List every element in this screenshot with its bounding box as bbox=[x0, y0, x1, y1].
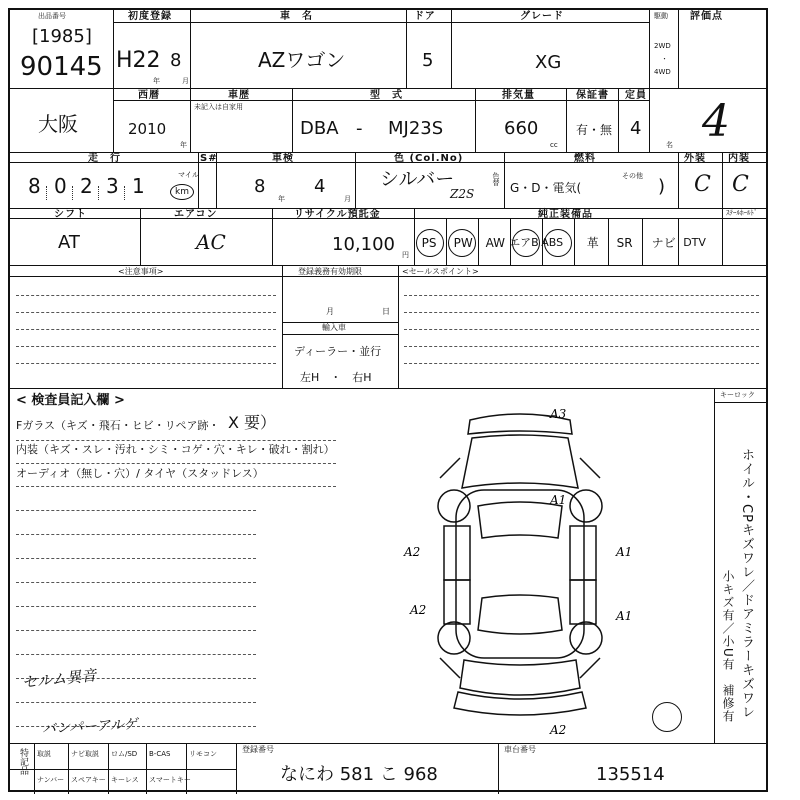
aircon: AC bbox=[196, 230, 226, 254]
mark-left-rear: A2 bbox=[410, 603, 427, 617]
shaken-month-unit: 月 bbox=[344, 195, 351, 203]
import-value: ディーラー・並行 bbox=[294, 345, 382, 358]
mileage-unit-km: km bbox=[170, 184, 194, 200]
drive-4wd: 4WD bbox=[654, 68, 671, 76]
equipment-item: DTV bbox=[683, 236, 706, 249]
year-label: 西暦 bbox=[138, 90, 160, 101]
exterior-label: 外装 bbox=[684, 153, 706, 164]
door-label: ドア bbox=[414, 11, 436, 22]
fuel-close: ) bbox=[658, 176, 666, 197]
footer-item: キーレス bbox=[111, 776, 139, 784]
car-damage-diagram bbox=[400, 398, 640, 743]
inspector-title: < 検査員記入欄 > bbox=[16, 393, 125, 408]
digit-separator bbox=[72, 186, 73, 200]
shaken-year-unit: 年 bbox=[278, 195, 285, 203]
mark-bottom: A2 bbox=[550, 723, 567, 737]
plate: なにわ 581 こ 968 bbox=[280, 764, 438, 785]
capacity: 4 bbox=[630, 118, 642, 139]
drive-dot: ・ bbox=[661, 55, 668, 63]
reg-day: 日 bbox=[382, 307, 390, 316]
footer-item: ロム/SD bbox=[111, 750, 138, 758]
caution-label: <注意事項> bbox=[118, 267, 164, 276]
equipment-item: PW bbox=[453, 236, 473, 250]
displacement-label: 排気量 bbox=[502, 90, 535, 101]
keylock-label: キーロック bbox=[720, 391, 755, 399]
model-label: 型 式 bbox=[370, 90, 403, 101]
lot-number: 90145 bbox=[20, 52, 103, 82]
import-label: 輸入車 bbox=[322, 323, 346, 332]
footer-item: スマートキー bbox=[149, 776, 191, 784]
footer-item: スペアキー bbox=[71, 776, 106, 784]
interior-grade: C bbox=[732, 172, 749, 197]
fuel-value: G・D・電気( bbox=[510, 181, 582, 195]
shift-label: シフト bbox=[54, 209, 87, 220]
first-reg-month: 8 bbox=[170, 50, 182, 71]
recycle-amount: 10,100 bbox=[332, 234, 395, 255]
equipment-label: 純正装備品 bbox=[538, 209, 593, 220]
option-label: ｽﾃｰﾙﾎｰﾙﾄﾞ bbox=[726, 209, 758, 217]
steering-value: 左H ・ 右H bbox=[300, 371, 372, 384]
car-name-label: 車 名 bbox=[280, 11, 313, 22]
color-label: 色 (Col.No) bbox=[394, 153, 464, 164]
chassis: 135514 bbox=[596, 764, 665, 785]
equipment-item: エアB bbox=[509, 236, 539, 249]
first-reg-month-unit: 月 bbox=[182, 77, 189, 85]
mileage-unit-top: マイル bbox=[178, 171, 199, 179]
inspector-line3: オーディオ（無し・穴）/ タイヤ（スタッドレス） bbox=[16, 467, 264, 480]
equipment-item: AW bbox=[485, 236, 506, 250]
chassis-label: 車台番号 bbox=[504, 745, 536, 754]
inspection-note: 未記入は自家用 bbox=[194, 103, 243, 111]
smeter-label: S# bbox=[200, 153, 218, 164]
mark-right-front: A1 bbox=[616, 545, 633, 559]
interior-label: 内装 bbox=[728, 153, 750, 164]
mileage-digit: 8 bbox=[28, 174, 41, 198]
first-reg-era: H22 bbox=[116, 48, 161, 73]
aircon-label: エアコン bbox=[174, 209, 218, 220]
fuel-other-label: その他 bbox=[622, 172, 643, 180]
equipment-item: ABS bbox=[541, 236, 564, 249]
footer-item: リモコン bbox=[189, 750, 217, 758]
mileage-digit: 3 bbox=[106, 174, 119, 198]
drive-label: 駆動 bbox=[654, 12, 668, 20]
eval-score: 4 bbox=[702, 96, 730, 147]
inspector-line2: 内装（キズ・スレ・汚れ・シミ・コゲ・穴・キレ・破れ・割れ） bbox=[16, 443, 335, 456]
model-code: MJ23S bbox=[388, 118, 444, 139]
recycle-unit: 円 bbox=[402, 251, 409, 259]
mark-top: A3 bbox=[550, 407, 567, 421]
footer-item: 取説 bbox=[37, 750, 51, 758]
sales-point-label: <セールスポイント> bbox=[402, 267, 479, 276]
grade: XG bbox=[535, 52, 562, 73]
shaken-label: 車検 bbox=[272, 153, 294, 164]
model-dash: - bbox=[356, 118, 363, 139]
plate-label: 登録番号 bbox=[242, 745, 274, 754]
first-reg-year-unit: 年 bbox=[153, 77, 160, 85]
mark-left-front: A2 bbox=[404, 545, 421, 559]
shaken-year: 8 bbox=[254, 176, 266, 197]
footer-item: ナンバー bbox=[37, 776, 65, 784]
car-name: AZワゴン bbox=[258, 48, 346, 72]
year: 2010 bbox=[128, 120, 167, 138]
equipment-item: 革 bbox=[586, 236, 599, 250]
displacement: 660 bbox=[504, 118, 539, 139]
eval-label: 評価点 bbox=[690, 11, 723, 22]
inspector-line1-mark: X 要） bbox=[228, 413, 277, 432]
side-vertical-text-2: 小キズ有／小U有 補修有 bbox=[721, 570, 735, 723]
footer-item: ナビ取説 bbox=[71, 750, 99, 758]
extra-label: 特記品 bbox=[18, 748, 28, 775]
shift: AT bbox=[58, 232, 80, 253]
mileage-digit: 2 bbox=[80, 174, 93, 198]
year-unit: 年 bbox=[180, 141, 187, 149]
warranty-label: 保証書 bbox=[576, 90, 609, 101]
footer-item: B-CAS bbox=[149, 750, 171, 758]
inspector-line1: Fガラス（キズ・飛石・ヒビ・リペア跡・ bbox=[16, 419, 220, 432]
region: 大阪 bbox=[38, 112, 78, 136]
model-prefix: DBA bbox=[300, 118, 339, 139]
fuel-label: 燃料 bbox=[574, 153, 596, 164]
mileage-digit: 0 bbox=[54, 174, 67, 198]
warranty-value: 有・無 bbox=[576, 123, 613, 137]
digit-separator bbox=[46, 186, 47, 200]
digit-separator bbox=[98, 186, 99, 200]
mileage-label: 走 行 bbox=[88, 153, 121, 164]
reg-month: 月 bbox=[326, 307, 334, 316]
inspection-label: 車歴 bbox=[228, 90, 250, 101]
shaken-month: 4 bbox=[314, 176, 326, 197]
auction-sheet bbox=[8, 8, 768, 792]
doors: 5 bbox=[422, 50, 434, 71]
displacement-unit: cc bbox=[550, 141, 558, 149]
handnote-1: セルム異音 bbox=[21, 666, 98, 692]
first-reg-label: 初度登録 bbox=[128, 11, 172, 22]
drive-2wd: 2WD bbox=[654, 42, 671, 50]
spare-tire-circle bbox=[652, 702, 682, 732]
mark-roof: A1 bbox=[550, 493, 567, 507]
digit-separator bbox=[124, 186, 125, 200]
lot-label: 出品番号 bbox=[38, 12, 66, 20]
side-vertical-text: ホイル・CPキズワレ／ドアミラーキズワレ bbox=[739, 448, 754, 719]
equipment-item: PS bbox=[421, 236, 437, 250]
color: シルバー bbox=[380, 168, 455, 190]
capacity-label: 定員 bbox=[625, 90, 647, 101]
color-code: Z2S bbox=[450, 187, 475, 201]
grade-label: グレード bbox=[520, 11, 564, 22]
recycle-label: リサイクル預託金 bbox=[294, 209, 381, 220]
equipment-item: ナビ bbox=[651, 236, 676, 250]
reg-expiry-label: 登録義務有効期限 bbox=[298, 267, 362, 276]
mileage-digit: 1 bbox=[132, 174, 145, 198]
exterior-grade: C bbox=[694, 172, 711, 197]
mark-right-rear: A1 bbox=[616, 609, 633, 623]
lot-year: [1985] bbox=[32, 26, 92, 47]
color-change-label: 色替 bbox=[492, 172, 500, 186]
equipment-item: SR bbox=[616, 236, 633, 250]
capacity-unit: 名 bbox=[666, 141, 673, 149]
handnote-2: バンパーアルゲ bbox=[41, 716, 138, 738]
